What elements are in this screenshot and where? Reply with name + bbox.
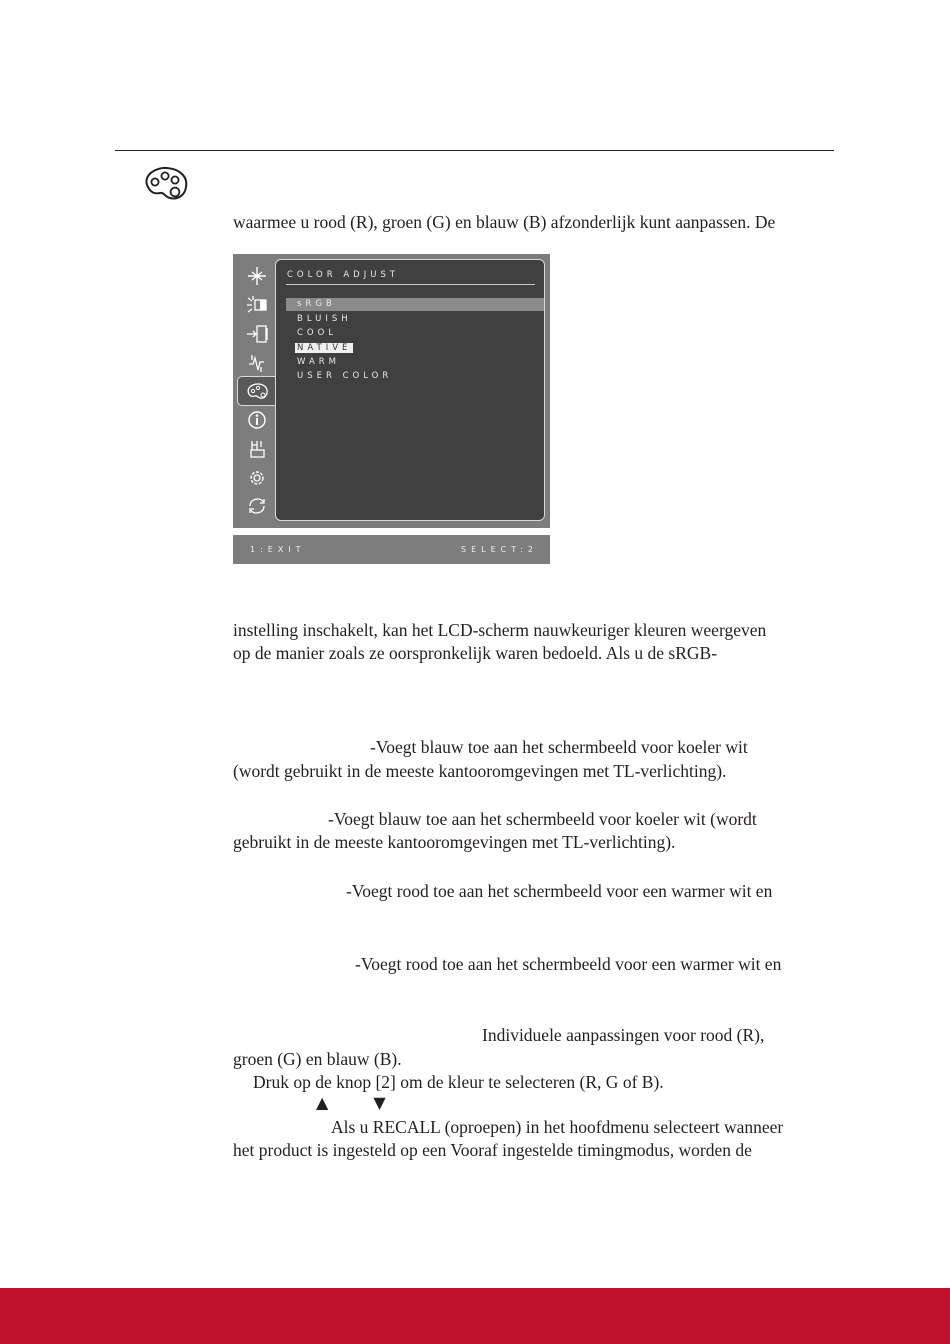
memory-recall-icon (244, 495, 270, 517)
input-select-icon (244, 323, 270, 345)
osd-item-cool[interactable]: COOL (297, 328, 338, 338)
up-down-arrow-icons: ▲ ▼ (316, 1093, 406, 1112)
srgb-text-line-2: op de manier zoals ze oorspronkelijk waren bedoeld. Als u de sRGB- (233, 643, 718, 663)
manual-image-adjust-icon (244, 438, 270, 460)
osd-title-rule (286, 284, 535, 285)
audio-adjust-icon (244, 352, 270, 374)
setup-menu-icon (244, 467, 270, 489)
osd-exit-label: 1:EXIT (250, 545, 306, 554)
warm-text-line: -Voegt rood toe aan het schermbeeld voor een warmer wit en (355, 954, 782, 974)
color-adjust-icon (244, 381, 270, 403)
header-rule (115, 150, 834, 151)
osd-item-srgb[interactable]: sRGB (286, 298, 544, 311)
osd-select-label: SELECT:2 (461, 545, 539, 554)
intro-text: waarmee u rood (R), groen (G) en blauw (B) afzonderlijk kunt aanpassen. De (233, 212, 776, 232)
osd-item-native[interactable]: NATIVE (297, 343, 352, 353)
osd-title: COLOR ADJUST (287, 270, 400, 280)
osd-item-user-color[interactable]: USER COLOR (297, 371, 393, 381)
recall-text-line-2: het product is ingesteld op een Vooraf ingestelde timingmodus, worden de (233, 1140, 752, 1160)
auto-adjust-icon (244, 265, 270, 287)
cool-text-line-1: -Voegt blauw toe aan het schermbeeld voor koeler wit (wordt (328, 809, 757, 829)
color-palette-icon (140, 165, 190, 203)
native-text-line: -Voegt rood toe aan het schermbeeld voor een warmer wit en (346, 881, 773, 901)
cool-text-line-2: gebruikt in de meeste kantooromgevingen met TL-verlichting). (233, 832, 676, 852)
user-color-text-line-3: Druk op de knop [2] om de kleur te selecteren (R, G of B). (253, 1072, 664, 1092)
user-color-text-line-2: groen (G) en blauw (B). (233, 1049, 402, 1069)
osd-item-bluish[interactable]: BLUISH (297, 314, 352, 324)
bluish-text-line-2: (wordt gebruikt in de meeste kantooromgevingen met TL-verlichting). (233, 761, 727, 781)
recall-text-line-1: Als u RECALL (oproepen) in het hoofdmenu selecteert wanneer (331, 1117, 784, 1137)
bluish-text-line-1: -Voegt blauw toe aan het schermbeeld voor koeler wit (370, 737, 748, 757)
srgb-text-line-1: instelling inschakelt, kan het LCD-scherm nauwkeuriger kleuren weergeven (233, 620, 767, 640)
osd-item-warm[interactable]: WARM (297, 357, 340, 367)
information-icon (244, 409, 270, 431)
page-footer-bar (0, 1288, 950, 1344)
user-color-text-line-1: Individuele aanpassingen voor rood (R), (482, 1025, 765, 1045)
brightness-contrast-icon (244, 294, 270, 316)
